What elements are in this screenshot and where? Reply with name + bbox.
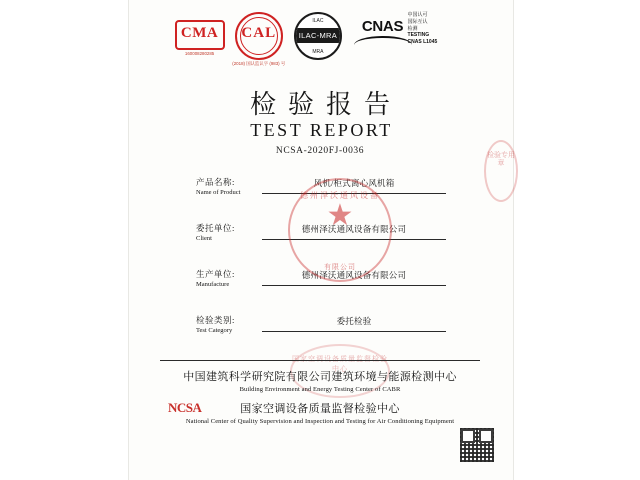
cnas-swoosh-icon — [354, 36, 412, 45]
cnas-line-4: TESTING — [407, 32, 430, 39]
field-client-label-cn: 委托单位: — [196, 223, 235, 233]
ilac-mra-icon — [294, 12, 342, 60]
field-test-category-label-en: Test Category — [196, 327, 233, 334]
report-fields — [196, 176, 446, 360]
cma-icon — [175, 20, 225, 50]
field-client-label-en: Client — [196, 235, 212, 242]
cnas-icon-label: CNAS — [361, 18, 404, 35]
ilac-mra-mark-group — [288, 12, 347, 60]
company-seal-arc-bottom: 有限公司 — [324, 263, 356, 271]
field-test-category-labels — [196, 314, 258, 334]
field-client — [196, 222, 446, 268]
field-product-name — [196, 176, 446, 222]
footer-block — [0, 362, 640, 425]
report-number: NCSA-2020FJ-0036 — [275, 146, 365, 156]
footer-divider — [160, 360, 480, 361]
ilac-arc-bottom-label: MRA — [312, 49, 324, 55]
field-product-name-labels — [196, 176, 258, 196]
ilac-band-label: ILAC-MRA — [296, 28, 340, 43]
cal-icon — [235, 12, 283, 60]
field-product-name-value: 风机/柜式离心风机箱 — [262, 176, 446, 194]
cal-mark-group — [229, 12, 288, 67]
field-manufacture — [196, 268, 446, 314]
ncsa-logo: NCSA — [168, 400, 202, 415]
cal-caption: (2018) 国认监认字 (983) 号 — [232, 61, 286, 66]
accreditation-marks-row — [170, 12, 470, 74]
cnas-text-block — [408, 12, 470, 46]
footer-seal-label: 国家空调设备质量监督检验中心 — [292, 355, 388, 373]
cma-icon-label: CMA — [180, 25, 219, 41]
page-title-en: TEST REPORT — [250, 120, 393, 140]
cnas-line-3: 检测 — [407, 25, 418, 32]
cnas-line-5: CNAS L1045 — [407, 39, 438, 45]
field-manufacture-label-en: Manufacture — [196, 281, 230, 288]
field-product-name-label-cn: 产品名称: — [196, 177, 235, 187]
side-seal: 检验专用章 — [484, 140, 518, 202]
cnas-line-1: 中国认可 — [407, 12, 428, 18]
field-manufacture-labels — [196, 268, 258, 288]
cal-icon-label: CAL — [241, 25, 277, 41]
cnas-line-2: 国际互认 — [407, 18, 428, 25]
field-client-value: 德州泽沃通风设备有限公司 — [262, 222, 446, 240]
field-test-category-label-cn: 检验类别: — [196, 315, 235, 325]
footer-org2-en: National Center of Quality Supervision and Inspection and Testing for Air Conditioning Equipment — [185, 418, 455, 425]
cma-caption: 160008280285 — [184, 51, 215, 56]
company-seal-arc-top: 德州泽沃通风设备 — [300, 191, 380, 200]
field-client-labels — [196, 222, 258, 242]
cma-mark-group — [170, 12, 229, 57]
field-manufacture-label-cn: 生产单位: — [196, 269, 235, 279]
footer-org1-cn: 中国建筑科学研究院有限公司建筑环境与能源检测中心 — [183, 371, 457, 383]
footer-org2-cn: 国家空调设备质量监督检验中心 — [240, 403, 400, 415]
field-manufacture-value: 德州泽沃通风设备有限公司 — [262, 268, 446, 286]
footer-org1-en: Building Environment and Energy Testing Center of CABR — [239, 386, 401, 393]
cnas-mark-group — [348, 12, 408, 45]
field-test-category-value: 委托检验 — [262, 314, 446, 332]
page-title-cn: 检验报告 — [249, 90, 402, 119]
qr-code — [460, 428, 494, 462]
field-product-name-label-en: Name of Product — [196, 189, 241, 196]
field-test-category — [196, 314, 446, 360]
ilac-arc-top-label: ILAC — [312, 18, 324, 24]
